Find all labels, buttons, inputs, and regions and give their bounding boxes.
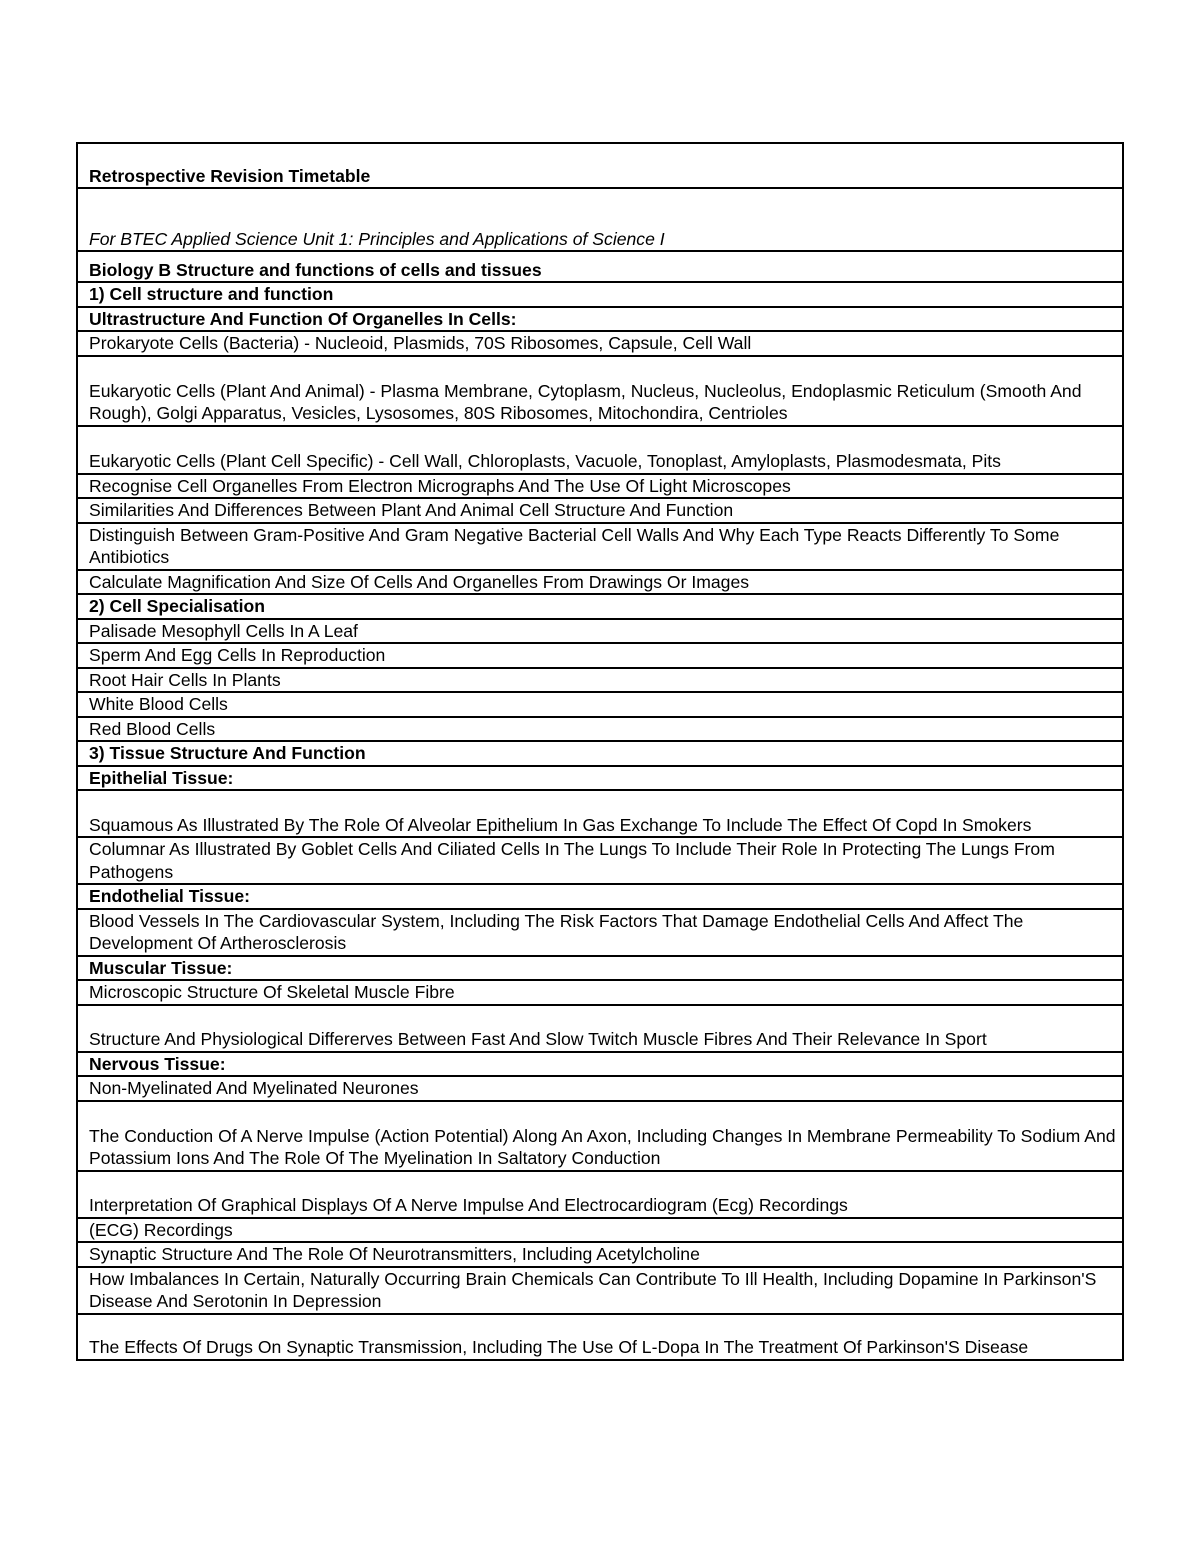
table-row [77, 790, 1123, 837]
table-row [77, 619, 1123, 644]
topic-cell: Non-Myelinated And Myelinated Neurones [77, 1076, 1123, 1101]
topic-cell: Root Hair Cells In Plants [77, 668, 1123, 693]
revision-timetable-sheet [76, 142, 1124, 1361]
topic-cell: Interpretation Of Graphical Displays Of A Nerve Impulse And Electrocardiogram (Ecg) Recordings [77, 1171, 1123, 1218]
table-row [77, 1101, 1123, 1171]
topic-cell: Distinguish Between Gram-Positive And Gram Negative Bacterial Cell Walls And Why Each Type Reacts Differently To Some Antibiotics [77, 523, 1123, 570]
section-heading-cell: Muscular Tissue: [77, 956, 1123, 981]
section-heading-cell: 1) Cell structure and function [77, 282, 1123, 307]
topic-cell: Synaptic Structure And The Role Of Neurotransmitters, Including Acetylcholine [77, 1242, 1123, 1267]
table-row [77, 143, 1123, 188]
table-row [77, 523, 1123, 570]
table-row [77, 766, 1123, 791]
section-heading-cell: 2) Cell Specialisation [77, 594, 1123, 619]
topic-cell: Prokaryote Cells (Bacteria) - Nucleoid, Plasmids, 70S Ribosomes, Capsule, Cell Wall [77, 331, 1123, 356]
table-row [77, 741, 1123, 766]
table-row [77, 1005, 1123, 1052]
table-row [77, 570, 1123, 595]
table-row [77, 909, 1123, 956]
section-heading-cell: Ultrastructure And Function Of Organelles In Cells: [77, 307, 1123, 332]
table-row [77, 1052, 1123, 1077]
table-row [77, 1171, 1123, 1218]
topic-cell: White Blood Cells [77, 692, 1123, 717]
table-row [77, 426, 1123, 474]
table-row [77, 594, 1123, 619]
table-row [77, 474, 1123, 499]
table-row [77, 643, 1123, 668]
section-heading-cell: Endothelial Tissue: [77, 884, 1123, 909]
topic-cell: Columnar As Illustrated By Goblet Cells And Ciliated Cells In The Lungs To Include Their Role In Protecting The Lungs From Pathogens [77, 837, 1123, 884]
topic-cell: Palisade Mesophyll Cells In A Leaf [77, 619, 1123, 644]
table-row [77, 1218, 1123, 1243]
timetable-table [76, 142, 1124, 1361]
table-row [77, 956, 1123, 981]
table-row [77, 188, 1123, 251]
topic-cell: Blood Vessels In The Cardiovascular System, Including The Risk Factors That Damage Endothelial Cells And Affect The Development Of Artherosclerosis [77, 909, 1123, 956]
table-row [77, 1314, 1123, 1360]
topic-cell: (ECG) Recordings [77, 1218, 1123, 1243]
table-row [77, 251, 1123, 282]
section-heading-cell: Nervous Tissue: [77, 1052, 1123, 1077]
topic-cell: Microscopic Structure Of Skeletal Muscle Fibre [77, 980, 1123, 1005]
topic-cell: Structure And Physiological Differerves Between Fast And Slow Twitch Muscle Fibres And Their Relevance In Sport [77, 1005, 1123, 1052]
topic-cell: Squamous As Illustrated By The Role Of Alveolar Epithelium In Gas Exchange To Include The Effect Of Copd In Smokers [77, 790, 1123, 837]
table-row [77, 1267, 1123, 1314]
table-row [77, 668, 1123, 693]
table-row [77, 498, 1123, 523]
table-row [77, 356, 1123, 426]
topic-cell: The Effects Of Drugs On Synaptic Transmission, Including The Use Of L-Dopa In The Treatment Of Parkinson'S Disease [77, 1314, 1123, 1360]
table-row [77, 717, 1123, 742]
topic-cell: Eukaryotic Cells (Plant Cell Specific) - Cell Wall, Chloroplasts, Vacuole, Tonoplast, Amyloplasts, Plasmodesmata, Pits [77, 426, 1123, 474]
section-heading-cell: Retrospective Revision Timetable [77, 143, 1123, 188]
section-heading-cell: Biology B Structure and functions of cells and tissues [77, 251, 1123, 282]
table-row [77, 1242, 1123, 1267]
topic-cell: Sperm And Egg Cells In Reproduction [77, 643, 1123, 668]
table-row [77, 692, 1123, 717]
table-row [77, 980, 1123, 1005]
table-row [77, 1076, 1123, 1101]
topic-cell: Similarities And Differences Between Plant And Animal Cell Structure And Function [77, 498, 1123, 523]
topic-cell: Red Blood Cells [77, 717, 1123, 742]
table-row [77, 282, 1123, 307]
section-heading-cell: Epithelial Tissue: [77, 766, 1123, 791]
topic-cell: Calculate Magnification And Size Of Cells And Organelles From Drawings Or Images [77, 570, 1123, 595]
topic-cell: How Imbalances In Certain, Naturally Occurring Brain Chemicals Can Contribute To Ill Health, Including Dopamine In Parkinson'S Disease And Serotonin In Depression [77, 1267, 1123, 1314]
table-row [77, 884, 1123, 909]
timetable-body [77, 143, 1123, 1360]
table-row [77, 307, 1123, 332]
subtitle-cell: For BTEC Applied Science Unit 1: Principles and Applications of Science I [77, 188, 1123, 251]
section-heading-cell: 3) Tissue Structure And Function [77, 741, 1123, 766]
topic-cell: Eukaryotic Cells (Plant And Animal) - Plasma Membrane, Cytoplasm, Nucleus, Nucleolus, Endoplasmic Reticulum (Smooth And Rough), Golgi Apparatus, Vesicles, Lysosomes, 80S Ribosomes, Mitochondira, Centrioles [77, 356, 1123, 426]
topic-cell: Recognise Cell Organelles From Electron Micrographs And The Use Of Light Microscopes [77, 474, 1123, 499]
table-row [77, 837, 1123, 884]
topic-cell: The Conduction Of A Nerve Impulse (Action Potential) Along An Axon, Including Changes In Membrane Permeability To Sodium And Potassium Ions And The Role Of The Myelination In Saltatory Conduction [77, 1101, 1123, 1171]
table-row [77, 331, 1123, 356]
